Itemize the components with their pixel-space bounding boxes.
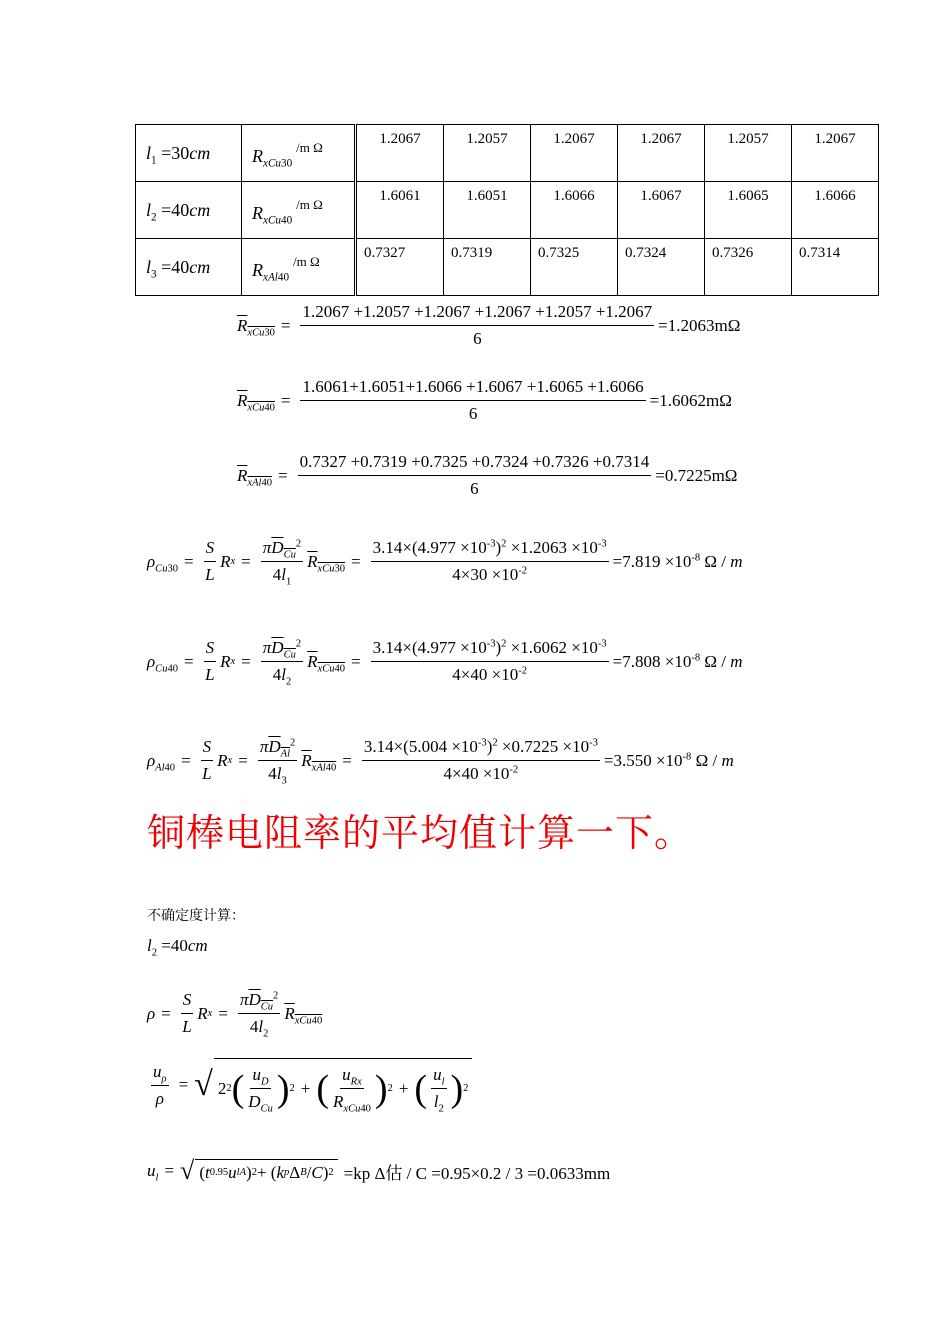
table-row bbox=[136, 182, 879, 239]
table-row bbox=[136, 125, 879, 182]
average-result: =0.7225mΩ bbox=[655, 465, 738, 485]
average-denominator: 6 bbox=[468, 404, 478, 423]
table-cell: 0.7326 bbox=[705, 239, 792, 296]
average-denominator: 6 bbox=[470, 479, 479, 498]
average-numerator: 1.2067 +1.2057 +1.2067 +1.2067 +1.2057 +1.2067 bbox=[300, 302, 654, 326]
length-statement: $l_2 =40cm$ bbox=[147, 936, 208, 959]
average-numerator: 0.7327 +0.7319 +0.7325 +0.7324 +0.7326 +0.7314 bbox=[298, 452, 652, 476]
section-heading: 不确定度计算： bbox=[147, 908, 245, 924]
average-equation: $R_{xCu30}$ = $\frac{1.2067 +1.2057 +1.2067 +1.2067 +1.2057 +1.2067}{6}$ =1.2063mΩ bbox=[237, 302, 741, 348]
relative-uncertainty-formula: $\frac{u_\rho}{\rho}$ = √ 2 2 ( $\frac{u_D}{D_{Cu}}$ ) 2 + ( $\frac{u_{Rx}}{R_{xCu40}}$ ) 2 + ( $\frac{u_l}{l_2}$ ) 2 bbox=[147, 1058, 472, 1112]
table-cell: 0.7319 bbox=[444, 239, 531, 296]
table-cell: 1.6066 bbox=[792, 182, 879, 239]
resistance-label-cell: $R_{xAl40}^{/m \Omega}$ bbox=[242, 239, 356, 296]
table-cell: 1.6061 bbox=[356, 182, 444, 239]
rho-formula: ρ = $\frac{S}{L}$ R x = $\frac{\pi D_{Cu}^2}{4l_2}$ $R_{xCu40}$ bbox=[147, 990, 323, 1040]
length-cell: $l_1 =30cm$ bbox=[136, 125, 242, 182]
table-cell: 1.6051 bbox=[444, 182, 531, 239]
average-numerator: 1.6061+1.6051+1.6066 +1.6067 +1.6065 +1.6066 bbox=[300, 377, 645, 401]
resistivity-equation: $\rho_{Al40}$ = $\frac{S}{L}$ R x = $\frac{\pi D_{Al}^2}{4l_3}$ $R_{xAl40}$ = $\frac{3.14\times(5.004 \times 10^{-3})^2 \times 0.7225 \times 10^{-3}}{4\times 40 \times 10^{-2}}$ $=3.550 \times 10^{-8}$ Ω / m bbox=[147, 737, 734, 787]
table-cell: 1.6066 bbox=[531, 182, 618, 239]
average-result: =1.6062mΩ bbox=[649, 390, 732, 410]
table-cell: 1.6067 bbox=[618, 182, 705, 239]
average-equation: $R_{xAl40}$ = $\frac{0.7327 +0.7319 +0.7325 +0.7324 +0.7326 +0.7314}{6}$ =0.7225mΩ bbox=[237, 452, 738, 498]
table-row bbox=[136, 239, 879, 296]
table-cell: 1.2067 bbox=[531, 125, 618, 182]
average-equation: $R_{xCu40}$ = $\frac{1.6061+1.6051+1.6066 +1.6067 +1.6065 +1.6066}{6}$ =1.6062mΩ bbox=[237, 377, 732, 423]
table-cell: 0.7314 bbox=[792, 239, 879, 296]
average-result: =1.2063mΩ bbox=[658, 315, 741, 335]
resistivity-equation: $\rho_{Cu30}$ = $\frac{S}{L}$ R x = $\frac{\pi D_{Cu}^2}{4l_1}$ $R_{xCu30}$ = $\frac{3.14\times(4.977 \times 10^{-3})^2 \times 1.2063 \times 10^{-3}}{4\times 30 \times 10^{-2}}$ $=7.819 \times 10^{-8}$ Ω / m bbox=[147, 538, 743, 588]
table-cell: 0.7325 bbox=[531, 239, 618, 296]
length-cell: $l_2 =40cm$ bbox=[136, 182, 242, 239]
ul-result: =kp Δ估 / C =0.95×0.2 / 3 =0.0633mm bbox=[343, 1163, 611, 1183]
table-cell: 1.2057 bbox=[705, 125, 792, 182]
length-cell: $l_3 =40cm$ bbox=[136, 239, 242, 296]
table-cell: 1.6065 bbox=[705, 182, 792, 239]
resistivity-equation: $\rho_{Cu40}$ = $\frac{S}{L}$ R x = $\frac{\pi D_{Cu}^2}{4l_2}$ $R_{xCu40}$ = $\frac{3.14\times(4.977 \times 10^{-3})^2 \times 1.6062 \times 10^{-3}}{4\times 40 \times 10^{-2}}$ $=7.808 \times 10^{-8}$ Ω / m bbox=[147, 638, 743, 688]
resistance-label-cell: $R_{xCu40}^{/m \Omega}$ bbox=[242, 182, 356, 239]
resistance-label-cell: $R_{xCu30}^{/m \Omega}$ bbox=[242, 125, 356, 182]
table-cell: 1.2057 bbox=[444, 125, 531, 182]
table-cell: 0.7324 bbox=[618, 239, 705, 296]
table-cell: 0.7327 bbox=[356, 239, 444, 296]
measurement-table bbox=[135, 124, 879, 296]
table-cell: 1.2067 bbox=[792, 125, 879, 182]
ul-formula: $u_l$ = √ ( t 0.95 u lA ) 2 + ( k p Δ B / C ) 2 =kp Δ估 / C =0.95×0.2 / 3 =0.0633mm bbox=[147, 1156, 611, 1185]
average-denominator: 6 bbox=[473, 329, 482, 348]
table-cell: 1.2067 bbox=[356, 125, 444, 182]
annotation-note: 铜棒电阻率的平均值计算一下。 bbox=[147, 811, 694, 855]
table-cell: 1.2067 bbox=[618, 125, 705, 182]
